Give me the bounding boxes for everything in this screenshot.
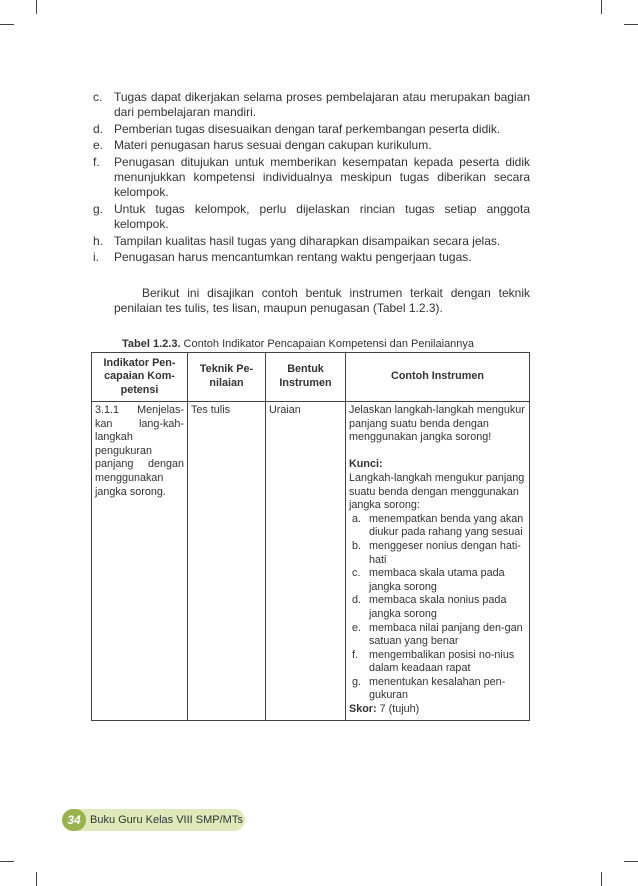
header-teknik: Teknik Pe-nilaian: [188, 353, 266, 402]
cell-contoh: [346, 402, 530, 721]
list-item: g. Untuk tugas kelompok, perlu dijelaskan rincian tugas setiap anggota kelompok.: [93, 201, 530, 232]
crop-mark: [0, 861, 14, 862]
answer-steps: [349, 513, 526, 703]
list-item: a. menempatkan benda yang akan diukur pada rahang yang sesuai: [352, 512, 524, 539]
list-item: c. Tugas dapat dikerjakan selama proses pembelajaran atau merupakan bagian dari pembelajaran mandiri.: [93, 90, 530, 120]
cell-teknik: Tes tulis: [188, 402, 266, 721]
crop-mark: [624, 24, 638, 25]
crop-mark: [601, 872, 602, 886]
intro-paragraph: Berikut ini disajikan contoh bentuk instrumen terkait dengan teknik penilaian tes tulis, tes lisan, maupun penugasan (Tabel 1.2.3).: [114, 286, 530, 316]
list-item: f. mengembalikan posisi no-nius dalam keadaan rapat: [352, 648, 515, 675]
score-line: Skor: 7 (tujuh): [349, 703, 420, 716]
list-item: b. menggeser nonius dengan hati-hati: [352, 539, 521, 566]
answer-key-label: Kunci:: [349, 458, 383, 471]
requirements-list: [93, 90, 530, 267]
cell-indikator: 3.1.1 Menjelas-kan lang-kah-langkah pengukuran panjang dengan menggunakan jangka sorong.: [92, 402, 188, 721]
list-item: f. Penugasan ditujukan untuk memberikan kesempatan kepada peserta didik menunjukkan kompetensi individualnya meskipun tugas diberikan secara kelompok.: [93, 154, 530, 200]
question-text: Jelaskan langkah-langkah mengukur panjang suatu benda dengan menggunakan jangka sorong!: [349, 404, 525, 444]
page-footer: [62, 809, 245, 831]
crop-mark: [624, 861, 638, 862]
assessment-table: [91, 352, 530, 721]
list-item: g. menentukan kesalahan pen-gukuran: [352, 675, 506, 702]
list-item: i. Penugasan harus mencantumkan rentang waktu pengerjaan tugas.: [93, 250, 472, 265]
crop-mark: [36, 0, 37, 14]
list-item: d. membaca skala nonius pada jangka sorong: [352, 594, 507, 620]
header-indikator: Indikator Pen-capaian Kom-petensi: [92, 353, 188, 402]
list-item: e. membaca nilai panjang den-gan satuan yang benar: [352, 621, 523, 648]
header-bentuk: Bentuk Instrumen: [266, 353, 346, 402]
crop-mark: [0, 24, 14, 25]
answer-key-intro: Langkah-langkah mengukur panjang suatu benda dengan menggunakan jangka sorong:: [349, 471, 525, 512]
book-title: Buku Guru Kelas VIII SMP/MTs: [90, 814, 243, 826]
list-item: e. Materi penugasan harus sesuai dengan cakupan kurikulum.: [93, 138, 432, 153]
crop-mark: [36, 872, 37, 886]
crop-mark: [601, 0, 602, 14]
list-item: d. Pemberian tugas disesuaikan dengan taraf perkembangan peserta didik.: [93, 121, 501, 136]
cell-bentuk: Uraian: [266, 402, 346, 721]
table-row: [92, 402, 530, 721]
list-item: c. membaca skala utama pada jangka sorong: [352, 567, 505, 593]
table-header-row: [92, 353, 530, 402]
header-contoh: Contoh Instrumen: [346, 353, 530, 402]
table-caption: Tabel 1.2.3. Contoh Indikator Pencapaian Kompetensi dan Penilaiannya: [122, 338, 475, 350]
list-item: h. Tampilan kualitas hasil tugas yang diharapkan disampaikan secara jelas.: [93, 233, 501, 248]
page-number: 34: [62, 809, 86, 831]
